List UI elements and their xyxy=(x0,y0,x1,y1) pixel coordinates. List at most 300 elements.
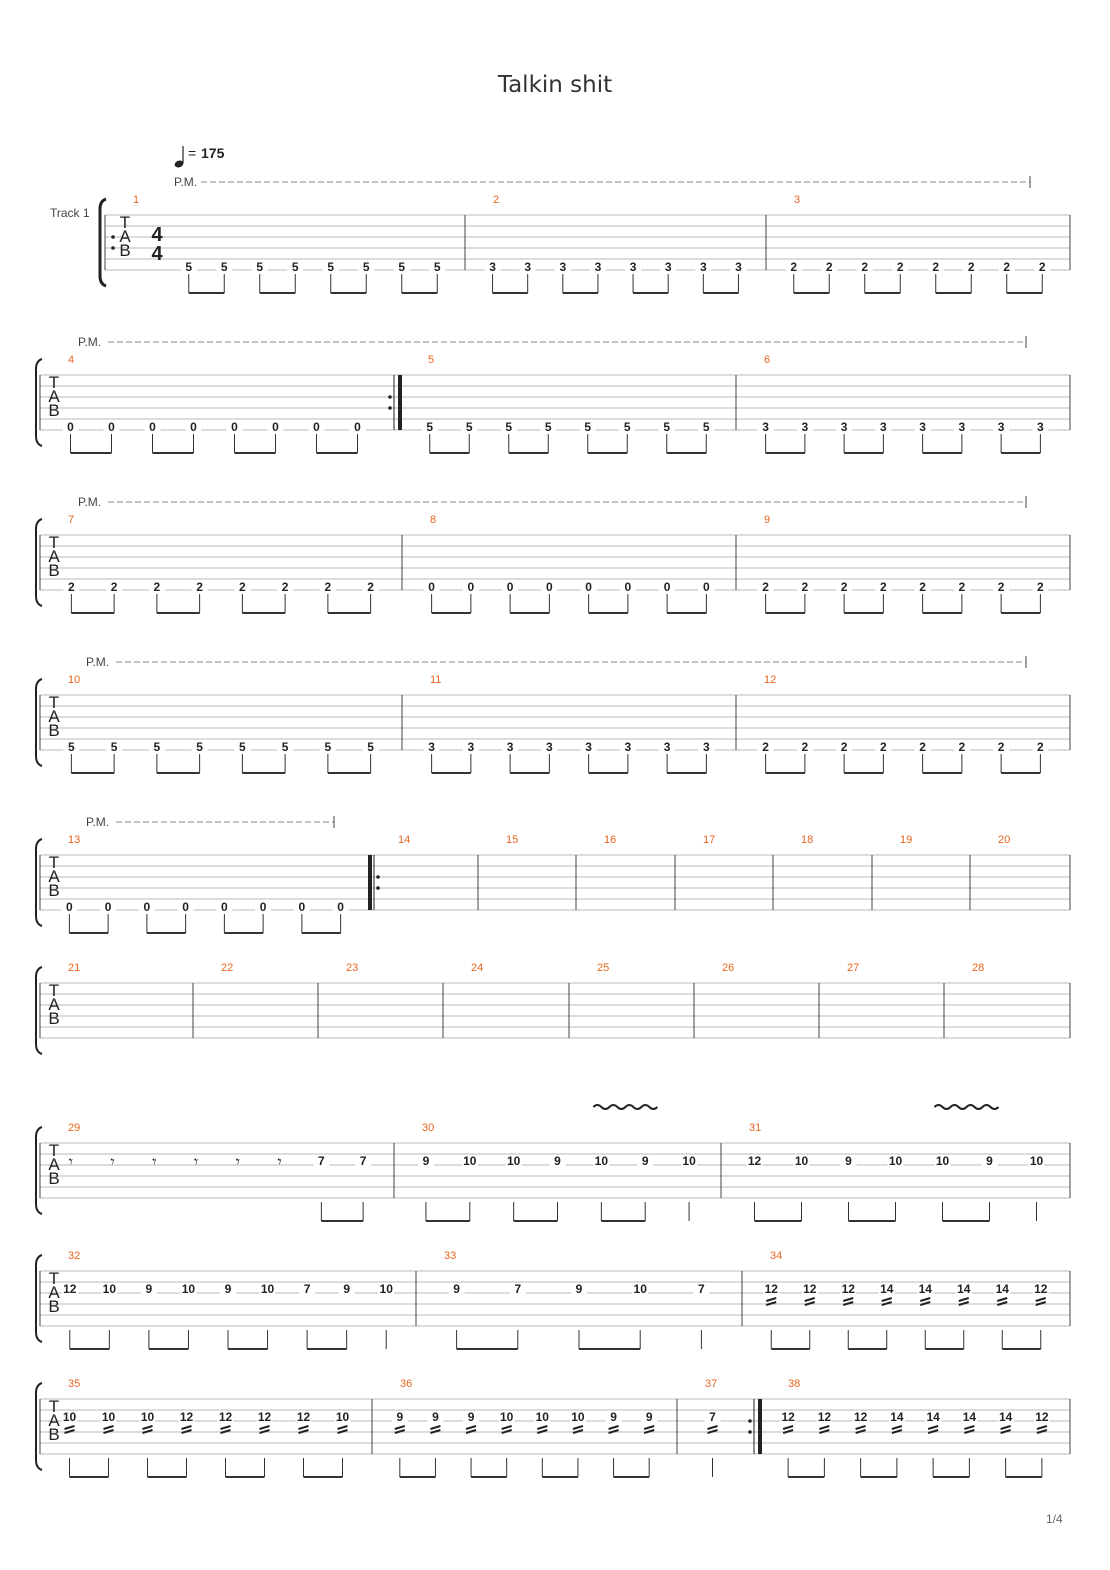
measure xyxy=(900,834,912,846)
fret-number: 10 xyxy=(506,1154,521,1168)
measure-number: 29 xyxy=(68,1122,81,1134)
fret-number: 10 xyxy=(181,1282,196,1296)
fret-number: 2 xyxy=(840,580,848,594)
fret-number: 9 xyxy=(396,1410,404,1424)
eighth-rest: 𝄾 xyxy=(110,1152,115,1171)
palm-mute-label: P.M. xyxy=(86,655,110,669)
measure xyxy=(68,1122,371,1221)
fret-number: 3 xyxy=(801,420,809,434)
fret-number: 3 xyxy=(594,260,602,274)
measure xyxy=(998,834,1010,846)
fret-number: 0 xyxy=(428,580,435,594)
fret-number: 10 xyxy=(935,1154,950,1168)
fret-number: 3 xyxy=(506,740,514,754)
fret-number: 2 xyxy=(367,580,374,594)
palm-mute-label: P.M. xyxy=(174,175,198,189)
fret-number: 2 xyxy=(880,740,887,754)
tab-clef-letter: B xyxy=(48,721,60,740)
measure-number: 27 xyxy=(847,962,860,974)
fret-number: 9 xyxy=(422,1154,430,1168)
fret-number: 9 xyxy=(845,1154,852,1168)
fret-number: 5 xyxy=(327,260,335,274)
tremolo-stroke xyxy=(466,1426,476,1429)
measure xyxy=(747,1105,1045,1221)
tab-clef-letter: A xyxy=(48,1283,60,1302)
fret-number: 10 xyxy=(1029,1154,1044,1168)
fret-number: 9 xyxy=(432,1410,439,1424)
tab-clef-letter: T xyxy=(48,981,60,1000)
fret-number: 2 xyxy=(762,740,769,754)
fret-number: 2 xyxy=(840,740,848,754)
fret-number: 3 xyxy=(703,740,710,754)
fret-number: 2 xyxy=(762,580,769,594)
fret-number: 3 xyxy=(559,260,567,274)
fret-number: 5 xyxy=(584,420,592,434)
tremolo-stroke xyxy=(819,1426,829,1429)
fret-number: 3 xyxy=(428,740,435,754)
fret-number: 2 xyxy=(68,580,75,594)
measure xyxy=(786,194,1051,293)
fret-number: 12 xyxy=(803,1282,817,1296)
measure-number: 30 xyxy=(422,1122,435,1134)
measure-number: 23 xyxy=(346,962,359,974)
fret-number: 10 xyxy=(682,1154,696,1168)
page-number: 1/4 xyxy=(1046,1512,1063,1526)
fret-number: 2 xyxy=(1037,580,1044,594)
tab-clef-letter: B xyxy=(48,561,60,580)
system-bracket xyxy=(36,1127,42,1214)
tremolo-stroke xyxy=(143,1426,153,1429)
fret-number: 12 xyxy=(1035,1410,1049,1424)
fret-number: 5 xyxy=(68,740,75,754)
fret-number: 14 xyxy=(880,1282,894,1296)
tab-clef-letter: A xyxy=(48,867,60,886)
measure xyxy=(847,962,859,974)
tab-clef-letter: B xyxy=(48,881,60,900)
measure-number: 38 xyxy=(788,1378,801,1390)
measure-number: 19 xyxy=(900,834,913,846)
tremolo-stroke xyxy=(1037,1426,1047,1429)
fret-number: 9 xyxy=(986,1154,993,1168)
fret-number: 3 xyxy=(919,420,926,434)
fret-number: 0 xyxy=(143,900,151,914)
tremolo-stroke xyxy=(104,1426,114,1429)
measure xyxy=(346,962,358,974)
fret-number: 12 xyxy=(257,1410,272,1424)
time-signature-top: 4 xyxy=(151,224,163,246)
fret-number: 5 xyxy=(433,260,441,274)
fret-number: 5 xyxy=(281,740,289,754)
tremolo-stroke xyxy=(609,1426,619,1429)
fret-number: 0 xyxy=(337,900,344,914)
fret-number: 3 xyxy=(840,420,848,434)
measure xyxy=(972,962,984,974)
measure xyxy=(63,674,378,773)
fret-number: 5 xyxy=(702,420,710,434)
fret-number: 2 xyxy=(997,740,1005,754)
fret-number: 10 xyxy=(633,1282,647,1296)
tab-clef-letter: B xyxy=(48,1169,60,1188)
system-bracket xyxy=(36,359,42,446)
fret-number: 14 xyxy=(926,1410,940,1424)
fret-number: 10 xyxy=(102,1282,117,1296)
fret-number: 2 xyxy=(324,580,332,594)
measure xyxy=(111,194,445,293)
measure-number: 18 xyxy=(801,834,814,846)
fret-number: 12 xyxy=(781,1410,795,1424)
measure-number: 1 xyxy=(133,194,140,206)
measure xyxy=(392,1378,657,1477)
tab-clef-letter: T xyxy=(48,693,60,712)
tremolo-stroke xyxy=(882,1298,892,1301)
measure-number: 16 xyxy=(604,834,617,846)
fret-number: 12 xyxy=(1034,1282,1048,1296)
measure-number: 24 xyxy=(471,962,484,974)
fret-number: 2 xyxy=(153,580,161,594)
fret-number: 0 xyxy=(624,580,632,594)
fret-number: 7 xyxy=(709,1410,716,1424)
quarter-note-icon xyxy=(174,146,185,169)
fret-number: 3 xyxy=(699,260,707,274)
tremolo-stroke xyxy=(928,1426,938,1429)
tab-clef-letter: B xyxy=(119,241,131,260)
fret-number: 10 xyxy=(140,1410,155,1424)
tremolo-stroke xyxy=(1036,1298,1046,1301)
tremolo-stroke xyxy=(260,1426,270,1429)
measure-number: 37 xyxy=(705,1378,718,1390)
fret-number: 12 xyxy=(296,1410,311,1424)
song-title: Talkin shit xyxy=(497,72,613,98)
measure-number: 6 xyxy=(764,354,771,366)
fret-number: 5 xyxy=(291,260,299,274)
fret-number: 10 xyxy=(571,1410,585,1424)
measure-number: 10 xyxy=(68,674,81,686)
fret-number: 0 xyxy=(259,900,267,914)
fret-number: 0 xyxy=(182,900,189,914)
fret-number: 10 xyxy=(535,1410,549,1424)
fret-number: 2 xyxy=(958,580,966,594)
measure xyxy=(485,194,747,293)
fret-number: 0 xyxy=(221,900,228,914)
fret-number: 5 xyxy=(256,260,264,274)
tab-clef-letter: A xyxy=(48,1155,60,1174)
vibrato-mark xyxy=(593,1105,657,1109)
measure-number: 22 xyxy=(221,962,234,974)
fret-number: 12 xyxy=(218,1410,233,1424)
fret-number: 3 xyxy=(1037,420,1044,434)
tremolo-stroke xyxy=(964,1426,974,1429)
fret-number: 10 xyxy=(594,1154,609,1168)
tab-system xyxy=(36,655,1070,773)
measure xyxy=(418,1105,697,1221)
tremolo-stroke xyxy=(959,1298,969,1301)
fret-number: 5 xyxy=(426,420,434,434)
tab-clef-letter: T xyxy=(48,1141,60,1160)
measure-number: 20 xyxy=(998,834,1011,846)
fret-number: 2 xyxy=(281,580,289,594)
tab-clef-letter: T xyxy=(48,1269,60,1288)
fret-number: 3 xyxy=(762,420,769,434)
fret-number: 0 xyxy=(108,420,115,434)
measure-number: 15 xyxy=(506,834,519,846)
measure-number: 2 xyxy=(493,194,500,206)
fret-number: 5 xyxy=(663,420,671,434)
tremolo-stroke xyxy=(997,1298,1007,1301)
measure xyxy=(705,1378,763,1477)
measure-number: 8 xyxy=(430,514,437,526)
fret-number: 14 xyxy=(962,1410,977,1424)
fret-number: 10 xyxy=(794,1154,809,1168)
fret-number: 0 xyxy=(354,420,361,434)
fret-number: 2 xyxy=(880,580,887,594)
tremolo-stroke xyxy=(708,1426,718,1429)
tab-system xyxy=(36,495,1070,613)
fret-number: 7 xyxy=(698,1282,705,1296)
fret-number: 10 xyxy=(379,1282,393,1296)
tab-clef-letter: B xyxy=(48,1425,60,1444)
tremolo-stroke xyxy=(573,1426,583,1429)
measure xyxy=(801,834,813,846)
measure-number: 34 xyxy=(770,1250,783,1262)
measure-number: 36 xyxy=(400,1378,413,1390)
fret-number: 14 xyxy=(918,1282,932,1296)
tab-system xyxy=(36,962,1070,1054)
measure-number: 21 xyxy=(68,962,81,974)
fret-number: 10 xyxy=(260,1282,275,1296)
measure-number: 12 xyxy=(764,674,777,686)
system-bracket xyxy=(36,1255,42,1342)
fret-number: 3 xyxy=(624,740,632,754)
tremolo-stroke xyxy=(843,1298,853,1301)
fret-number: 0 xyxy=(231,420,238,434)
fret-number: 10 xyxy=(500,1410,514,1424)
measure-number: 4 xyxy=(68,354,75,366)
fret-number: 3 xyxy=(629,260,637,274)
tremolo-stroke xyxy=(395,1426,405,1429)
fret-number: 14 xyxy=(957,1282,971,1296)
tremolo-stroke xyxy=(182,1426,192,1429)
fret-number: 9 xyxy=(645,1410,653,1424)
fret-number: 5 xyxy=(110,740,118,754)
fret-number: 9 xyxy=(467,1410,475,1424)
measure xyxy=(68,962,80,974)
fret-number: 3 xyxy=(524,260,532,274)
measure-number: 9 xyxy=(764,514,771,526)
tab-clef-letter: A xyxy=(48,1411,60,1430)
tab-clef-letter: T xyxy=(119,213,131,232)
measure-number: 26 xyxy=(722,962,735,974)
fret-number: 2 xyxy=(932,260,940,274)
system-bracket xyxy=(36,1383,42,1470)
fret-number: 2 xyxy=(196,580,203,594)
fret-number: 9 xyxy=(453,1282,460,1296)
fret-number: 7 xyxy=(359,1154,367,1168)
fret-number: 12 xyxy=(817,1410,832,1424)
tab-clef-letter: T xyxy=(48,373,60,392)
time-signature-bottom: 4 xyxy=(151,243,163,265)
fret-number: 5 xyxy=(239,740,246,754)
tab-clef-letter: A xyxy=(48,707,60,726)
tremolo-stroke xyxy=(856,1426,866,1429)
tab-clef-letter: B xyxy=(48,1009,60,1028)
fret-number: 5 xyxy=(185,260,193,274)
fret-number: 10 xyxy=(62,1410,77,1424)
fret-number: 9 xyxy=(224,1282,232,1296)
tremolo-stroke xyxy=(430,1426,440,1429)
tab-clef-letter: T xyxy=(48,853,60,872)
fret-number: 0 xyxy=(506,580,514,594)
fret-number: 5 xyxy=(623,420,631,434)
tremolo-stroke xyxy=(766,1298,776,1301)
fret-number: 2 xyxy=(958,740,966,754)
fret-number: 10 xyxy=(335,1410,350,1424)
fret-number: 10 xyxy=(101,1410,116,1424)
fret-number: 12 xyxy=(63,1282,77,1296)
fret-number: 9 xyxy=(641,1154,649,1168)
tab-system xyxy=(36,815,1070,933)
tab-system xyxy=(36,1378,1070,1477)
tab-clef-letter: B xyxy=(48,401,60,420)
tab-system xyxy=(36,1250,1070,1349)
measure xyxy=(444,1250,709,1349)
tremolo-stroke xyxy=(65,1426,75,1429)
fret-number: 0 xyxy=(585,580,592,594)
fret-number: 2 xyxy=(825,260,833,274)
tremolo-stroke xyxy=(221,1426,231,1429)
tremolo-stroke xyxy=(783,1426,793,1429)
eighth-rest: 𝄾 xyxy=(193,1152,199,1171)
fret-number: 2 xyxy=(896,260,904,274)
fret-number: 9 xyxy=(145,1282,153,1296)
fret-number: 7 xyxy=(514,1282,522,1296)
tremolo-stroke xyxy=(644,1426,654,1429)
measure xyxy=(471,962,483,974)
fret-number: 2 xyxy=(1003,260,1011,274)
fret-number: 7 xyxy=(303,1282,311,1296)
palm-mute-label: P.M. xyxy=(78,335,102,349)
fret-number: 0 xyxy=(546,580,553,594)
tab-clef-letter: A xyxy=(119,227,131,246)
fret-number: 5 xyxy=(367,740,374,754)
tab-clef-letter: T xyxy=(48,533,60,552)
fret-number: 2 xyxy=(790,260,798,274)
measure xyxy=(62,1250,394,1349)
fret-number: 12 xyxy=(179,1410,194,1424)
eighth-rest: 𝄾 xyxy=(68,1152,74,1171)
measure xyxy=(63,514,378,613)
measure xyxy=(758,674,1049,773)
tempo-value: 175 xyxy=(201,145,225,161)
palm-mute-label: P.M. xyxy=(86,815,110,829)
tremolo-stroke xyxy=(920,1298,930,1301)
fret-number: 3 xyxy=(467,740,475,754)
fret-number: 5 xyxy=(362,260,370,274)
fret-number: 5 xyxy=(505,420,513,434)
measure xyxy=(758,354,1049,453)
measure xyxy=(780,1378,1050,1477)
tab-system xyxy=(36,335,1070,453)
fret-number: 0 xyxy=(190,420,197,434)
fret-number: 3 xyxy=(880,420,887,434)
system-bracket xyxy=(36,839,42,926)
tab-clef-letter: T xyxy=(48,1397,60,1416)
fret-number: 2 xyxy=(801,580,809,594)
measure-number: 32 xyxy=(68,1250,81,1262)
fret-number: 5 xyxy=(465,420,473,434)
track-name: Track 1 xyxy=(50,206,90,220)
fret-number: 0 xyxy=(66,900,73,914)
tab-system xyxy=(36,1105,1070,1221)
measure-number: 33 xyxy=(444,1250,457,1262)
fret-number: 0 xyxy=(663,580,671,594)
tempo-equals: = xyxy=(188,145,197,161)
fret-number: 0 xyxy=(467,580,475,594)
tremolo-stroke xyxy=(1001,1426,1011,1429)
measure xyxy=(221,962,233,974)
fret-number: 9 xyxy=(343,1282,351,1296)
measure-number: 35 xyxy=(68,1378,81,1390)
fret-number: 0 xyxy=(272,420,279,434)
measure-number: 31 xyxy=(749,1122,762,1134)
eighth-rest: 𝄾 xyxy=(235,1152,241,1171)
vibrato-mark xyxy=(935,1105,999,1109)
fret-number: 2 xyxy=(861,260,869,274)
fret-number: 14 xyxy=(890,1410,904,1424)
eighth-rest: 𝄾 xyxy=(152,1152,157,1171)
measure xyxy=(604,834,616,846)
measure-number: 17 xyxy=(703,834,716,846)
measure xyxy=(722,962,734,974)
tab-clef-letter: A xyxy=(48,995,60,1014)
fret-number: 14 xyxy=(998,1410,1013,1424)
tremolo-stroke xyxy=(502,1426,512,1429)
fret-number: 12 xyxy=(764,1282,778,1296)
tab-clef-letter: A xyxy=(48,547,60,566)
fret-number: 12 xyxy=(747,1154,762,1168)
system-bracket xyxy=(36,679,42,766)
fret-number: 0 xyxy=(149,420,156,434)
fret-number: 9 xyxy=(610,1410,617,1424)
measure-number: 11 xyxy=(430,674,442,686)
fret-number: 9 xyxy=(554,1154,561,1168)
measure xyxy=(62,1378,351,1477)
fret-number: 12 xyxy=(841,1282,855,1296)
fret-number: 2 xyxy=(1037,740,1044,754)
fret-number: 12 xyxy=(853,1410,868,1424)
measure xyxy=(597,962,609,974)
fret-number: 3 xyxy=(997,420,1005,434)
fret-number: 2 xyxy=(239,580,246,594)
tremolo-stroke xyxy=(299,1426,309,1429)
fret-number: 0 xyxy=(104,900,112,914)
tab-clef-letter: A xyxy=(48,387,60,406)
fret-number: 3 xyxy=(546,740,553,754)
fret-number: 2 xyxy=(1038,260,1046,274)
measure-number: 5 xyxy=(428,354,435,366)
fret-number: 5 xyxy=(544,420,552,434)
fret-number: 3 xyxy=(663,740,671,754)
fret-number: 2 xyxy=(967,260,975,274)
fret-number: 3 xyxy=(489,260,496,274)
fret-number: 10 xyxy=(463,1154,477,1168)
tremolo-stroke xyxy=(892,1426,902,1429)
fret-number: 0 xyxy=(313,420,320,434)
measure-number: 7 xyxy=(68,514,75,526)
fret-number: 3 xyxy=(585,740,592,754)
fret-number: 0 xyxy=(703,580,710,594)
measure xyxy=(422,354,715,453)
measure xyxy=(758,514,1049,613)
